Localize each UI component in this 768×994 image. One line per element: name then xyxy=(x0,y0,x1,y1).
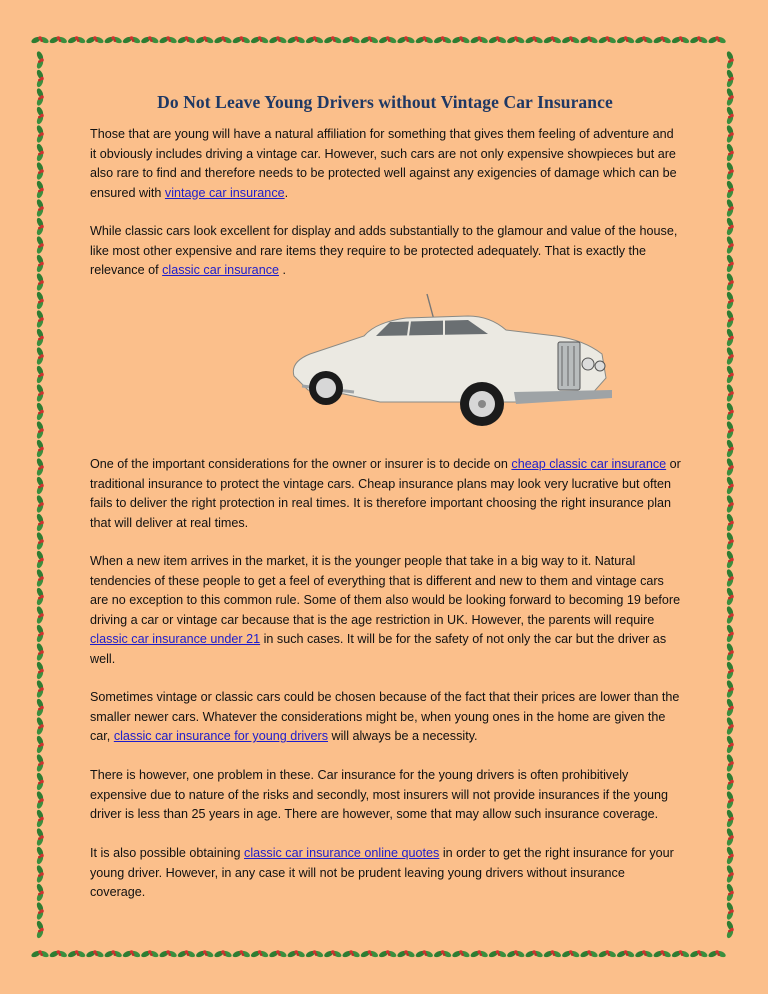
holly-leaf-icon xyxy=(305,950,324,959)
holly-leaf-icon xyxy=(488,950,507,959)
holly-leaf-icon xyxy=(36,217,45,236)
holly-leaf-icon xyxy=(232,950,251,959)
holly-leaf-icon xyxy=(36,50,45,69)
holly-leaf-icon xyxy=(36,605,45,624)
holly-leaf-icon xyxy=(561,36,580,45)
holly-leaf-icon xyxy=(36,513,45,532)
holly-leaf-icon xyxy=(36,624,45,643)
holly-leaf-icon xyxy=(250,950,269,959)
holly-leaf-icon xyxy=(634,36,653,45)
holly-leaf-icon xyxy=(726,790,735,809)
holly-leaf-icon xyxy=(158,950,177,959)
paragraph-text: There is however, one problem in these. Car insurance for the young drivers is often prohibitively expensive due to nature of the risks and secondly, most insurers will not provide insurances if the young driver is less than 25 years in age. There are however, some that may allow such insurance coverage. xyxy=(90,768,668,821)
holly-leaf-icon xyxy=(85,950,104,959)
holly-leaf-icon xyxy=(213,36,232,45)
holly-leaf-icon xyxy=(323,950,342,959)
holly-leaf-icon xyxy=(36,439,45,458)
page-title: Do Not Leave Young Drivers without Vintage Car Insurance xyxy=(157,92,613,112)
holly-leaf-icon xyxy=(36,864,45,883)
holly-leaf-icon xyxy=(36,457,45,476)
paragraph-text: will always be a necessity. xyxy=(328,729,478,743)
holly-leaf-icon xyxy=(726,87,735,106)
paragraph-text: or traditional insurance to protect the vintage cars. Cheap insurance plans may look very lucrative but often fails to deliver the right protection in real times. It is therefore important choosing the right insurance plan that will deliver at real times. xyxy=(90,457,681,530)
holly-leaf-icon xyxy=(36,735,45,754)
holly-leaf-icon xyxy=(36,883,45,902)
holly-leaf-icon xyxy=(396,36,415,45)
holly-leaf-icon xyxy=(360,36,379,45)
holly-leaf-icon xyxy=(36,365,45,384)
holly-leaf-icon xyxy=(177,36,196,45)
holly-leaf-icon xyxy=(67,950,86,959)
paragraph-text: . xyxy=(279,263,286,277)
holly-leaf-icon xyxy=(634,950,653,959)
holly-leaf-icon xyxy=(598,36,617,45)
holly-leaf-icon xyxy=(287,950,306,959)
holly-leaf-icon xyxy=(726,550,735,569)
holly-leaf-icon xyxy=(707,950,726,959)
holly-leaf-icon xyxy=(726,124,735,143)
holly-leaf-icon xyxy=(726,69,735,88)
holly-leaf-icon xyxy=(726,864,735,883)
holly-leaf-icon xyxy=(30,36,49,45)
holly-leaf-icon xyxy=(122,36,141,45)
holly-leaf-icon xyxy=(36,235,45,254)
holly-leaf-icon xyxy=(726,291,735,310)
holly-leaf-icon xyxy=(726,716,735,735)
holly-leaf-icon xyxy=(195,950,214,959)
holly-leaf-icon xyxy=(726,494,735,513)
holly-leaf-icon xyxy=(36,180,45,199)
holly-leaf-icon xyxy=(36,272,45,291)
paragraph-1 xyxy=(90,125,682,203)
holly-leaf-icon xyxy=(506,36,525,45)
holly-leaf-icon xyxy=(36,790,45,809)
paragraph-text: in order to get the right insurance for your young driver. However, in any case it will not be prudent leaving young drivers without insurance coverage. xyxy=(90,846,674,899)
holly-leaf-icon xyxy=(726,457,735,476)
holly-leaf-icon xyxy=(726,346,735,365)
holly-leaf-icon xyxy=(323,36,342,45)
holly-leaf-icon xyxy=(36,920,45,939)
holly-leaf-icon xyxy=(726,698,735,717)
holly-leaf-icon xyxy=(726,272,735,291)
holly-leaf-icon xyxy=(415,950,434,959)
holly-leaf-icon xyxy=(36,772,45,791)
holly-leaf-icon xyxy=(726,883,735,902)
holly-leaf-icon xyxy=(726,328,735,347)
holly-leaf-icon xyxy=(726,772,735,791)
holly-leaf-icon xyxy=(726,180,735,199)
holly-leaf-icon xyxy=(36,568,45,587)
holly-leaf-icon xyxy=(85,36,104,45)
holly-leaf-icon xyxy=(104,950,123,959)
holly-leaf-icon xyxy=(433,36,452,45)
classic-car-insurance-link[interactable]: classic car insurance xyxy=(162,263,279,277)
paragraph-2 xyxy=(90,222,682,281)
holly-leaf-icon xyxy=(36,291,45,310)
holly-leaf-icon xyxy=(726,383,735,402)
holly-leaf-icon xyxy=(341,36,360,45)
holly-leaf-icon xyxy=(36,901,45,920)
paragraph-text: Sometimes vintage or classic cars could be chosen because of the fact that their prices are lower than the smaller newer cars. Whatever the considerations might be, when young ones in the home are given the car, xyxy=(90,690,680,743)
holly-leaf-icon xyxy=(122,950,141,959)
holly-leaf-icon xyxy=(67,36,86,45)
holly-leaf-icon xyxy=(653,36,672,45)
holly-leaf-icon xyxy=(287,36,306,45)
holly-leaf-icon xyxy=(36,124,45,143)
holly-leaf-icon xyxy=(689,950,708,959)
paragraph-text: in such cases. It will be for the safety of not only the car but the driver as well. xyxy=(90,632,667,666)
paragraph-text: One of the important considerations for the owner or insurer is to decide on xyxy=(90,457,512,471)
holly-leaf-icon xyxy=(726,735,735,754)
holly-leaf-icon xyxy=(140,36,159,45)
holly-leaf-icon xyxy=(36,809,45,828)
holly-leaf-icon xyxy=(726,106,735,125)
holly-leaf-icon xyxy=(232,36,251,45)
paragraph-text: . xyxy=(284,185,289,200)
holly-leaf-icon xyxy=(433,950,452,959)
classic-car-insurance-for-young-drivers-link[interactable]: classic car insurance for young drivers xyxy=(113,729,328,743)
paragraph-3 xyxy=(90,455,682,533)
cheap-classic-car-insurance-link[interactable]: cheap classic car insurance xyxy=(511,457,667,471)
holly-leaf-icon xyxy=(36,753,45,772)
holly-leaf-icon xyxy=(726,605,735,624)
holly-leaf-icon xyxy=(104,36,123,45)
holly-leaf-icon xyxy=(451,950,470,959)
holly-leaf-icon xyxy=(36,383,45,402)
holly-leaf-icon xyxy=(36,143,45,162)
holly-leaf-icon xyxy=(36,328,45,347)
holly-leaf-icon xyxy=(36,494,45,513)
holly-leaf-icon xyxy=(30,950,49,959)
holly-leaf-icon xyxy=(726,50,735,69)
holly-leaf-icon xyxy=(689,36,708,45)
holly-leaf-icon xyxy=(561,950,580,959)
holly-leaf-icon xyxy=(36,531,45,550)
holly-leaf-icon xyxy=(488,36,507,45)
holly-leaf-icon xyxy=(268,36,287,45)
holly-leaf-icon xyxy=(49,950,68,959)
holly-leaf-icon xyxy=(726,439,735,458)
holly-leaf-icon xyxy=(671,950,690,959)
holly-leaf-icon xyxy=(268,950,287,959)
holly-leaf-icon xyxy=(305,36,324,45)
holly-leaf-icon xyxy=(506,950,525,959)
paragraph-4 xyxy=(90,552,682,669)
holly-leaf-icon xyxy=(470,950,489,959)
holly-leaf-icon xyxy=(36,587,45,606)
holly-leaf-icon xyxy=(726,531,735,550)
holly-leaf-icon xyxy=(36,642,45,661)
holly-leaf-icon xyxy=(36,198,45,217)
holly-leaf-icon xyxy=(726,161,735,180)
holly-leaf-icon xyxy=(378,950,397,959)
holly-leaf-icon xyxy=(726,568,735,587)
holly-leaf-icon xyxy=(177,950,196,959)
holly-leaf-icon xyxy=(598,950,617,959)
holly-leaf-icon xyxy=(543,950,562,959)
holly-leaf-icon xyxy=(378,36,397,45)
holly-leaf-icon xyxy=(726,254,735,273)
holly-leaf-icon xyxy=(36,827,45,846)
holly-leaf-icon xyxy=(726,235,735,254)
paragraph-text: When a new item arrives in the market, it is the younger people that take in a big way to it. Natural tendencies of these people to get a feel of everything that is different and new to them and vintage cars are no exception to this common rule. Some of them also would be looking forward to becoming 19 before driving a car or vintage car because that is the age restriction in UK. However, the parents will require xyxy=(90,554,681,627)
holly-leaf-icon xyxy=(726,587,735,606)
holly-leaf-icon xyxy=(726,476,735,495)
holly-leaf-icon xyxy=(36,309,45,328)
holly-leaf-icon xyxy=(726,420,735,439)
paragraph-text: Those that are young will have a natural affiliation for something that gives them feeling of adventure and it obviously includes driving a vintage car. However, such cars are not only expensive showpieces but are also rare to find and therefore needs to be protected well against any exigencies of damage which can be ensured with xyxy=(90,127,677,200)
holly-leaf-icon xyxy=(36,69,45,88)
holly-leaf-icon xyxy=(36,476,45,495)
vintage-car-image xyxy=(284,292,616,432)
holly-leaf-icon xyxy=(726,679,735,698)
holly-leaf-icon xyxy=(726,827,735,846)
holly-leaf-icon xyxy=(726,217,735,236)
holly-leaf-icon xyxy=(726,846,735,865)
holly-leaf-icon xyxy=(36,550,45,569)
holly-leaf-icon xyxy=(36,402,45,421)
holly-leaf-icon xyxy=(726,753,735,772)
classic-car-insurance-under-21-link[interactable]: classic car insurance under 21 xyxy=(90,632,261,646)
paragraph-5 xyxy=(90,688,682,747)
holly-leaf-icon xyxy=(616,36,635,45)
holly-leaf-icon xyxy=(158,36,177,45)
holly-leaf-icon xyxy=(36,161,45,180)
holly-leaf-icon xyxy=(524,950,543,959)
holly-leaf-icon xyxy=(36,106,45,125)
holly-leaf-icon xyxy=(36,698,45,717)
classic-car-insurance-online-quotes-link[interactable]: classic car insurance online quotes xyxy=(244,846,440,860)
holly-leaf-icon xyxy=(470,36,489,45)
holly-leaf-icon xyxy=(726,365,735,384)
holly-leaf-icon xyxy=(726,642,735,661)
holly-leaf-icon xyxy=(36,679,45,698)
holly-leaf-icon xyxy=(726,661,735,680)
holly-leaf-icon xyxy=(36,254,45,273)
holly-leaf-icon xyxy=(36,87,45,106)
holly-leaf-icon xyxy=(415,36,434,45)
holly-leaf-icon xyxy=(360,950,379,959)
holly-leaf-icon xyxy=(707,36,726,45)
holly-leaf-icon xyxy=(579,950,598,959)
holly-leaf-icon xyxy=(36,346,45,365)
holly-leaf-icon xyxy=(36,716,45,735)
holly-leaf-icon xyxy=(36,846,45,865)
holly-leaf-icon xyxy=(213,950,232,959)
holly-leaf-icon xyxy=(195,36,214,45)
holly-leaf-icon xyxy=(726,809,735,828)
holly-leaf-icon xyxy=(49,36,68,45)
holly-leaf-icon xyxy=(396,950,415,959)
holly-leaf-icon xyxy=(36,420,45,439)
holly-leaf-icon xyxy=(543,36,562,45)
holly-leaf-icon xyxy=(653,950,672,959)
holly-leaf-icon xyxy=(616,950,635,959)
holly-leaf-icon xyxy=(726,402,735,421)
holly-leaf-icon xyxy=(579,36,598,45)
paragraph-7 xyxy=(90,844,682,903)
holly-leaf-icon xyxy=(451,36,470,45)
holly-leaf-icon xyxy=(250,36,269,45)
holly-leaf-icon xyxy=(726,198,735,217)
holly-leaf-icon xyxy=(726,143,735,162)
holly-leaf-icon xyxy=(726,513,735,532)
holly-leaf-icon xyxy=(671,36,690,45)
holly-leaf-icon xyxy=(726,309,735,328)
holly-leaf-icon xyxy=(140,950,159,959)
paragraph-text: While classic cars look excellent for display and adds substantially to the glamour and value of the house, like most other expensive and rare items they require to be protected adequately. That is exactly the relevance of xyxy=(90,224,678,277)
holly-leaf-icon xyxy=(36,661,45,680)
holly-leaf-icon xyxy=(726,624,735,643)
vintage-car-insurance-link[interactable]: vintage car insurance xyxy=(164,185,285,200)
paragraph-text: It is also possible obtaining xyxy=(90,846,245,860)
paragraph-6 xyxy=(90,766,682,825)
holly-leaf-icon xyxy=(726,901,735,920)
holly-leaf-icon xyxy=(524,36,543,45)
holly-leaf-icon xyxy=(341,950,360,959)
holly-leaf-icon xyxy=(726,920,735,939)
